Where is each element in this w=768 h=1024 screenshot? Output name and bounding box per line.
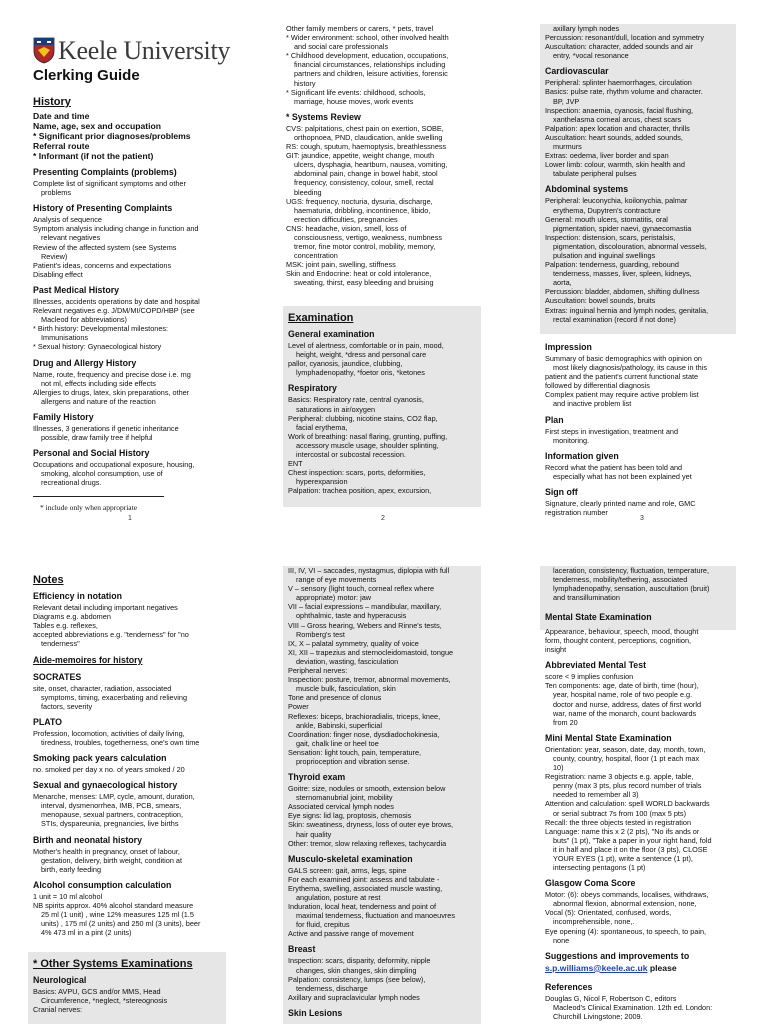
text-line: BP, JVP (553, 96, 580, 106)
text-line: Palpation: consistency, lumps (see below), (288, 974, 426, 984)
text-line: Review) (41, 251, 68, 261)
text-line: hair quality (296, 829, 332, 839)
text-line: interval, dysmenorrhea, IMB, PCB, smears, (41, 801, 182, 811)
text-line: allergens and nature of the reaction (41, 396, 156, 406)
text-line: III, IV, VI – saccades, nystagmus, diplopia with full (288, 566, 450, 575)
text-line: not ml, effects including side effects (41, 378, 156, 388)
text-line: Relevant negatives e.g. J/DM/MI/COPD/HBP (see (33, 306, 195, 316)
hpc-heading: History of Presenting Complaints (33, 203, 173, 214)
text-line: tenderness, masses, liver, spleen, kidneys, (553, 269, 692, 279)
text-line: murmurs (553, 142, 582, 152)
notes-heading: Notes (33, 574, 64, 586)
msk-heading: Musculo-skeletal examination (288, 853, 413, 864)
text-line: hyperexpansion (296, 477, 348, 487)
text-line: Circumference, *neglect, *stereognosis (41, 996, 168, 1006)
text-line: axillary lymph nodes (553, 24, 620, 33)
text-line: Other: tremor, slow relaxing reflexes, tachycardia (288, 838, 447, 848)
text-line: Profession, locomotion, activities of daily living, (33, 728, 185, 738)
birth-history-heading: Birth and neonatal history (33, 834, 142, 845)
text-line: entry, *vocal resonance (553, 51, 629, 61)
text-line: Allergies to drugs, latex, skin preparations, other (33, 387, 190, 397)
text-line: Auscultation: heart sounds, added sounds, (545, 132, 683, 142)
text-line: pulsation and inguinal swellings (553, 250, 656, 260)
text-line: Power (288, 702, 309, 712)
footnote-divider (33, 496, 164, 497)
plato-heading: PLATO (33, 716, 62, 727)
text-line: Auscultation: character, added sounds and air (545, 42, 694, 52)
text-line: history (294, 78, 316, 88)
text-line: 25 ml (1 unit) , wine 12% measures 125 ml (1.5 (41, 909, 194, 919)
amt-heading: Abbreviated Mental Test (545, 660, 647, 671)
text-line: Ten components: age, date of birth, time (hour), (545, 681, 699, 691)
text-line: XI, XII – trapezius and sternocleidomastoid, tongue (288, 647, 454, 657)
text-line: Inspection: scars, disparity, deformity, nipple (288, 956, 431, 966)
text-line: or serial subtract 7s from 100 (max 5 pts) (553, 808, 687, 818)
text-line: 4% 473 ml in a pint (2 units) (41, 928, 132, 938)
text-line: Immunisations (41, 333, 89, 343)
text-line: laceration, consistency, fluctuation, temperature, (553, 566, 710, 575)
text-line: and social care professionals (294, 42, 389, 52)
text-line: angulation, posture at rest (296, 893, 381, 902)
text-line: Occupations and occupational exposure, housing, (33, 460, 195, 470)
text-line: ENT (288, 459, 303, 469)
text-line: gestation, delivery, birth weight, condition at (41, 855, 183, 865)
text-line: MSK: joint pain, swelling, stiffness (286, 260, 396, 270)
respiratory-heading: Respiratory (288, 383, 337, 394)
text-line: Tables e.g. reflexes, (33, 621, 98, 631)
text-line: appropriate) motor: jaw (296, 593, 372, 603)
thyroid-heading: Thyroid exam (288, 772, 346, 783)
history-line: * Significant prior diagnoses/problems (33, 131, 191, 142)
systems-review-heading: * Systems Review (286, 111, 361, 122)
text-line: maximal tenderness, fluctuation and manoeuvres (296, 911, 455, 921)
text-line: Tone and presence of clonus (288, 693, 382, 703)
gcs-heading: Glasgow Coma Score (545, 878, 636, 889)
text-line: erythema, Dupytren's contracture (553, 205, 661, 215)
pmh-heading: Past Medical History (33, 284, 120, 295)
aide-memoires-heading: Aide-memoires for history (33, 654, 143, 665)
text-line: units) , 175 ml (2 units) and 250 ml (3 units), beer (41, 919, 201, 929)
text-line: Mother's health in pregnancy, onset of labour, (33, 846, 180, 856)
text-line: VII – facial expressions – mandibular, maxillary, (288, 602, 442, 612)
text-line: YOUR EYES (1 pt), write a sentence (1 pt), (553, 853, 693, 863)
text-line: IX, X – palatal symmetry, quality of voice (288, 638, 419, 648)
text-line: sweating, thirst, easy bleeding and bruising (294, 278, 434, 288)
text-line: Attention and calculation: spell WORLD backwards (545, 799, 710, 809)
text-line: saturations in air/oxygen (296, 404, 376, 414)
text-line: especially what has not been explained yet (553, 471, 692, 481)
text-line: Diagrams e.g. abdomen (33, 612, 111, 622)
footnote: * include only when appropriate (40, 503, 138, 512)
text-line: range of eye movements (296, 575, 377, 585)
text-line: STIs, dyspareunia, pregnancies, live births (41, 819, 179, 829)
text-line: doctor and nurse, address, dates of first world (553, 699, 702, 709)
text-line: Level of alertness, comfortable or in pain, mood, (288, 341, 444, 351)
text-line: intersecting pentagons (1 pt) (553, 863, 646, 873)
text-line: abnormal flexion, abnormal extension, none, (553, 899, 697, 909)
page-number: 1 (128, 515, 132, 522)
text-line: Disabling effect (33, 269, 83, 279)
email-link[interactable]: s.p.williams@keele.ac.uk (545, 962, 648, 973)
page4-content (33, 574, 233, 954)
text-line: ulcers, dysphagia, heartburn, nausea, vomiting, (294, 160, 448, 170)
text-line: Basics: AVPU, GCS and/or MMS, Head (33, 987, 161, 997)
skin-lesions-heading: Skin Lesions (288, 1007, 343, 1018)
mse-heading: Mental State Examination (545, 612, 652, 622)
text-line: UGS: frequency, nocturia, dysuria, discharge, (286, 196, 433, 206)
text-line: problems (41, 188, 72, 198)
text-line: Romberg's test (296, 629, 345, 639)
text-line: Coordination: finger nose, dysdiadochokinesia, (288, 729, 440, 739)
text-line: intercostal or subcostal recession. (296, 450, 406, 460)
text-line: abdominal pain, change in bowel habit, stool (294, 169, 438, 179)
text-line: smoking, alcohol consumption, use of (41, 469, 163, 479)
text-line: possible, draw family tree if helpful (41, 432, 153, 442)
text-line: pigmentation, spider naevi, gynaecomastia (553, 223, 692, 233)
page3-exam-panel (540, 24, 736, 334)
text-line: it in half and place it on the floor (3 pts), CLOSE (553, 844, 708, 854)
text-line: Illnesses, 3 generations if genetic inheritance (33, 423, 179, 433)
brand-name: Keele University (58, 36, 231, 65)
info-given-heading: Information given (545, 450, 619, 461)
page5-panel (283, 566, 481, 1024)
history-line: * Informant (if not the patient) (33, 151, 154, 162)
text-line: rectal examination (record if not done) (553, 314, 676, 324)
text-line: and inactive problem list (553, 399, 632, 409)
text-line: Eye opening (4): spontaneous, to speech, to pain, (545, 926, 707, 936)
text-line: changes, skin changes, skin dimpling (296, 965, 417, 975)
text-line: Name, route, frequency and precise dose i.e. mg (33, 369, 191, 379)
text-line: tenderness" (41, 639, 80, 649)
text-line: V – sensory (light touch, corneal reflex where (288, 584, 435, 594)
text-line: consciousness, vertigo, weakness, numbness (294, 232, 443, 242)
text-line: General: mouth ulcers, stomatitis, oral (545, 214, 668, 224)
text-line: erection difficulties, pregnancies (294, 214, 398, 224)
text-line: pigmentation, discolouration, abnormal vessels, (553, 241, 707, 251)
text-line: * Birth history: Developmental milestones: (33, 324, 169, 334)
text-line: Palpation: tenderness, guarding, rebound (545, 260, 679, 270)
text-line: Percussion: resonant/dull, location and symmetry (545, 33, 704, 43)
text-line: partners and children, leisure activities, forensic (294, 69, 448, 79)
text-line: and transillumination (553, 593, 620, 603)
text-line: tremor, fine motor control, mobility, memory, (294, 242, 436, 252)
text-line: gait, chalk line or heel toe (296, 738, 379, 748)
text-line: facial erythema, (296, 422, 348, 432)
history-line: Name, age, sex and occupation (33, 121, 161, 132)
text-line: Complete list of significant symptoms and other (33, 179, 186, 189)
text-line: birth, early feeding (41, 864, 102, 874)
text-line: most likely diagnosis/pathology, its cause in this (553, 363, 707, 373)
other-systems-panel (28, 952, 226, 1024)
text-line: menopause, sexual partners, contraception, (41, 810, 183, 820)
text-line: accessory muscle usage, shoulder splinting, (296, 440, 439, 450)
text-line: followed by differential diagnosis (545, 381, 650, 391)
text-line: Axillary and supraclavicular lymph nodes (288, 992, 420, 1002)
text-line: Erythema, swelling, associated muscle wasting, (288, 883, 443, 893)
text-line: needed to remember all 3) (553, 790, 639, 800)
text-line: pallor, cyanosis, jaundice, clubbing, (288, 359, 403, 369)
cardiovascular-heading: Cardiovascular (545, 66, 609, 77)
mmse-heading: Mini Mental State Examination (545, 732, 672, 743)
text-line: Complex patient may require active problem list (545, 390, 699, 400)
text-line: Cranial nerves: (33, 1005, 83, 1015)
impression-heading: Impression (545, 342, 592, 352)
text-line: Eye signs: lid lag, proptosis, chemosis (288, 811, 412, 821)
text-line: CVS: palpitations, chest pain on exertion, SOBE, (286, 123, 444, 133)
text-line: height, weight, *dress and personal care (296, 350, 427, 360)
examination-heading: Examination (288, 312, 354, 324)
text-line: Extras: inguinal hernia and lymph nodes, genitalia, (545, 305, 709, 315)
text-line: Chest inspection: scars, ports, deformities, (288, 468, 426, 478)
plan-heading: Plan (545, 414, 564, 425)
text-line: GALS screen: gait, arms, legs, spine (288, 865, 407, 875)
text-line: Basics: pulse rate, rhythm volume and character. (545, 87, 703, 97)
text-line: muscle bulk, fasciculation, skin (296, 684, 396, 694)
text-line: Induration, local heat, tenderness and point of (288, 902, 437, 912)
general-exam-heading: General examination (288, 329, 375, 340)
page2-top (286, 24, 482, 296)
text-line: aorta, (553, 278, 572, 288)
text-line: Other family members or carers, * pets, travel (286, 24, 434, 33)
text-line: Registration: name 3 objects e.g. apple, table, (545, 772, 694, 782)
text-line: Peripheral: clubbing, nicotine stains, CO2 flap, (288, 413, 438, 423)
alcohol-heading: Alcohol consumption calculation (33, 879, 172, 890)
text-line: Palpation: trachea position, apex, excursion, (288, 486, 432, 496)
text-line: financial circumstances, relationships including (294, 60, 446, 70)
text-line: Peripheral: splinter haemorrhages, circulation (545, 78, 692, 88)
text-line: war, name of the monarch, count backwards (553, 708, 697, 718)
text-line: incomprehensible, none,. (553, 917, 635, 927)
efficiency-heading: Efficiency in notation (33, 591, 122, 602)
text-line: patient and the patient's current functional state (545, 372, 699, 382)
text-line: ophthalmic, taste and hyperacusis (296, 611, 407, 621)
abdominal-heading: Abdominal systems (545, 184, 629, 195)
dah-heading: Drug and Allergy History (33, 357, 137, 368)
text-line: 10) (553, 763, 564, 773)
text-line: concentration (294, 251, 338, 261)
text-line: none (553, 935, 570, 945)
text-line: for fluid, crepitus (296, 920, 350, 930)
text-line: Patient's ideas, concerns and expectations (33, 260, 172, 270)
text-line: form, thought content, perceptions, cognition, (545, 636, 692, 646)
page6-content (545, 606, 740, 1024)
text-line: no. smoked per day x no. of years smoked / 20 (33, 765, 185, 775)
sh-heading: Personal and Social History (33, 448, 150, 459)
text-line: Review of the affected system (see Systems (33, 242, 177, 252)
history-line: Date and time (33, 111, 90, 122)
text-line: Appearance, behaviour, speech, mood, thought (545, 627, 699, 636)
text-line: Recall: the three objects tested in registration (545, 817, 692, 827)
text-line: tenderness, mobility/tethering, associated (553, 575, 688, 585)
suggestions-please: please (647, 962, 677, 973)
text-line: 1 unit = 10 ml alcohol (33, 891, 103, 901)
text-line: Active and passive range of movement (288, 929, 414, 939)
text-line: * Childhood development, education, occupations, (286, 51, 449, 61)
text-line: from 20 (553, 717, 578, 727)
text-line: symptoms, timing, exacerbating and relieving (41, 692, 188, 702)
text-line: Symptom analysis including change in function and (33, 224, 199, 234)
other-systems-heading: * Other Systems Examinations (33, 958, 193, 970)
text-line: site, onset, character, radiation, associated (33, 683, 172, 693)
page-number: 3 (640, 515, 644, 522)
text-line: GIT: jaundice, appetite, weight change, mouth (286, 151, 435, 161)
text-line: Lower limb: colour, warmth, skin health and (545, 160, 685, 170)
text-line: Reflexes: biceps, brachioradialis, triceps, knee, (288, 711, 441, 721)
text-line: Menarche, menses: LMP, cycle, amount, duration, (33, 792, 195, 802)
text-line: ankle, Babinski, superficial (296, 720, 382, 730)
text-line: Inspection: posture, tremor, abnormal movements, (288, 675, 451, 685)
text-line: sternomanubrial joint, mobility (296, 793, 393, 803)
fh-heading: Family History (33, 411, 94, 422)
neurological-heading: Neurological (33, 975, 87, 986)
text-line: lymphadenopathy, sensation, auscultation (bruit) (553, 584, 710, 594)
text-line: Basics: Respiratory rate, central cyanosis, (288, 395, 424, 405)
text-line: marriage, house moves, work events (294, 96, 414, 106)
text-line: Churchill Livingstone; 2009. (553, 1011, 643, 1021)
suggestions-contact (545, 963, 740, 973)
pc-heading: Presenting Complaints (problems) (33, 167, 177, 178)
sexual-history-heading: Sexual and gynaecological history (33, 780, 178, 791)
text-line: * Wider environment: school, other involved health (286, 33, 449, 43)
text-line: county, country, hospital, floor (1 pt each max (553, 753, 700, 763)
text-line: Peripheral nerves: (288, 666, 348, 676)
examination-panel (283, 306, 481, 507)
history-heading: History (33, 96, 71, 108)
text-line: NB spirits approx. 40% alcohol standard measure (33, 900, 194, 910)
text-line: Percussion: bladder, abdomen, shifting dullness (545, 287, 700, 297)
text-line: Palpation: apex location and character, thrills (545, 123, 690, 133)
text-line: year, hospital name, role of two people e.g. (553, 690, 693, 700)
text-line: Macleod for abbreviations) (41, 315, 127, 325)
text-line: Extras: oedema, liver border and span (545, 151, 669, 161)
text-line: tiredness, troubles, togetherness, one's own time (41, 737, 200, 747)
text-line: Summary of basic demographics with opinion on (545, 354, 702, 363)
text-line: Peripheral: leuconychia, koilonychia, palmar (545, 196, 688, 206)
text-line: Associated cervical lymph nodes (288, 802, 394, 812)
text-line: Douglas G, Nicol F, Robertson C, editors (545, 993, 677, 1003)
text-line: VIII – Gross hearing, Webers and Rinne's tests, (288, 620, 442, 630)
text-line: Inspection: distension, scars, peristalsis, (545, 232, 676, 242)
text-line: Sensation: light touch, pain, temperature, (288, 747, 422, 757)
text-line: Auscultation: bowel sounds, bruits (545, 296, 656, 306)
text-line: frequency, consistency, colour, smell, rectal (294, 178, 434, 188)
text-line: score < 9 implies confusion (545, 672, 634, 682)
history-line: Referral route (33, 141, 90, 152)
text-line: deviation, wasting, fasciculation (296, 656, 399, 666)
text-line: buts" (1 pt), "Take a paper in your right hand, fold (553, 835, 712, 845)
page3-bottom (545, 336, 740, 518)
text-line: relevant negatives (41, 233, 101, 243)
page1-content (33, 92, 233, 492)
text-line: Orientation: year, season, date, day, month, town, (545, 744, 706, 754)
text-line: CNS: headache, vision, smell, loss of (286, 223, 407, 233)
breast-heading: Breast (288, 944, 316, 955)
text-line: penny (max 3 pts, plus record number of trials (553, 781, 702, 791)
text-line: monitoring. (553, 435, 590, 445)
text-line: Motor: (6): obeys commands, localises, withdraws, (545, 890, 709, 900)
text-line: accepted abbreviations e.g. "tenderness" for "no (33, 630, 189, 640)
text-line: First steps in investigation, treatment and (545, 426, 679, 436)
smoking-heading: Smoking pack years calculation (33, 753, 167, 764)
text-line: Inspection: anaemia, cyanosis, facial flushing, (545, 105, 694, 115)
keele-crest-icon (33, 37, 55, 69)
text-line: xanthelasma corneal arcus, chest scars (553, 114, 682, 124)
references-heading: References (545, 981, 593, 992)
text-line: Skin: sweatiness, dryness, loss of outer eye brows, (288, 820, 454, 830)
text-line: bleeding (294, 187, 322, 197)
text-line: proprioception and vibration sense. (296, 756, 410, 766)
text-line: Signature, clearly printed name and role, GMC (545, 498, 696, 508)
text-line: For each examined joint: assess and tabulate - (288, 874, 440, 884)
text-line: Macleod's Clinical Examination. 12th ed. London: (553, 1002, 713, 1012)
text-line: Skin and Endocrine: heat or cold intolerance, (286, 269, 432, 279)
text-line: haematuria, dribbling, incontinence, libido, (294, 205, 431, 215)
socrates-heading: SOCRATES (33, 671, 82, 682)
text-line: tabulate peripheral pulses (553, 169, 637, 179)
text-line: insight (545, 645, 567, 655)
text-line: tenderness, discharge (296, 983, 368, 993)
text-line: registration number (545, 508, 608, 518)
text-line: Vocal (5): Orientated, confused, words, (545, 908, 672, 918)
text-line: factors, severity (41, 701, 93, 711)
text-line: lymphadenopathy, *foetor oris, *ketones (296, 368, 425, 378)
page-title: Clerking Guide (33, 67, 140, 84)
text-line: Record what the patient has been told and (545, 462, 683, 472)
text-line: orthopnoea, PND, claudication, ankle swelling (294, 132, 443, 142)
sign-off-heading: Sign off (545, 486, 578, 497)
text-line: Analysis of sequence (33, 215, 102, 225)
text-line: * Significant life events: childhood, schools, (286, 87, 426, 97)
text-line: Goitre: size, nodules or smooth, extension below (288, 784, 446, 794)
text-line: RS: cough, sputum, haemoptysis, breathlessness (286, 142, 447, 152)
text-line: Illnesses, accidents operations by date and hospital (33, 296, 200, 306)
text-line: recreational drugs. (41, 478, 102, 488)
text-line: Work of breathing: nasal flaring, grunting, puffing, (288, 431, 448, 441)
text-line: Relevant detail including important negatives (33, 603, 178, 613)
page-number: 2 (381, 515, 385, 522)
text-line: Language: name this x 2 (2 pts), "No ifs ands or (545, 826, 700, 836)
suggestions-heading: Suggestions and improvements to (545, 950, 690, 961)
text-line: * Sexual history: Gynaecological history (33, 342, 162, 352)
